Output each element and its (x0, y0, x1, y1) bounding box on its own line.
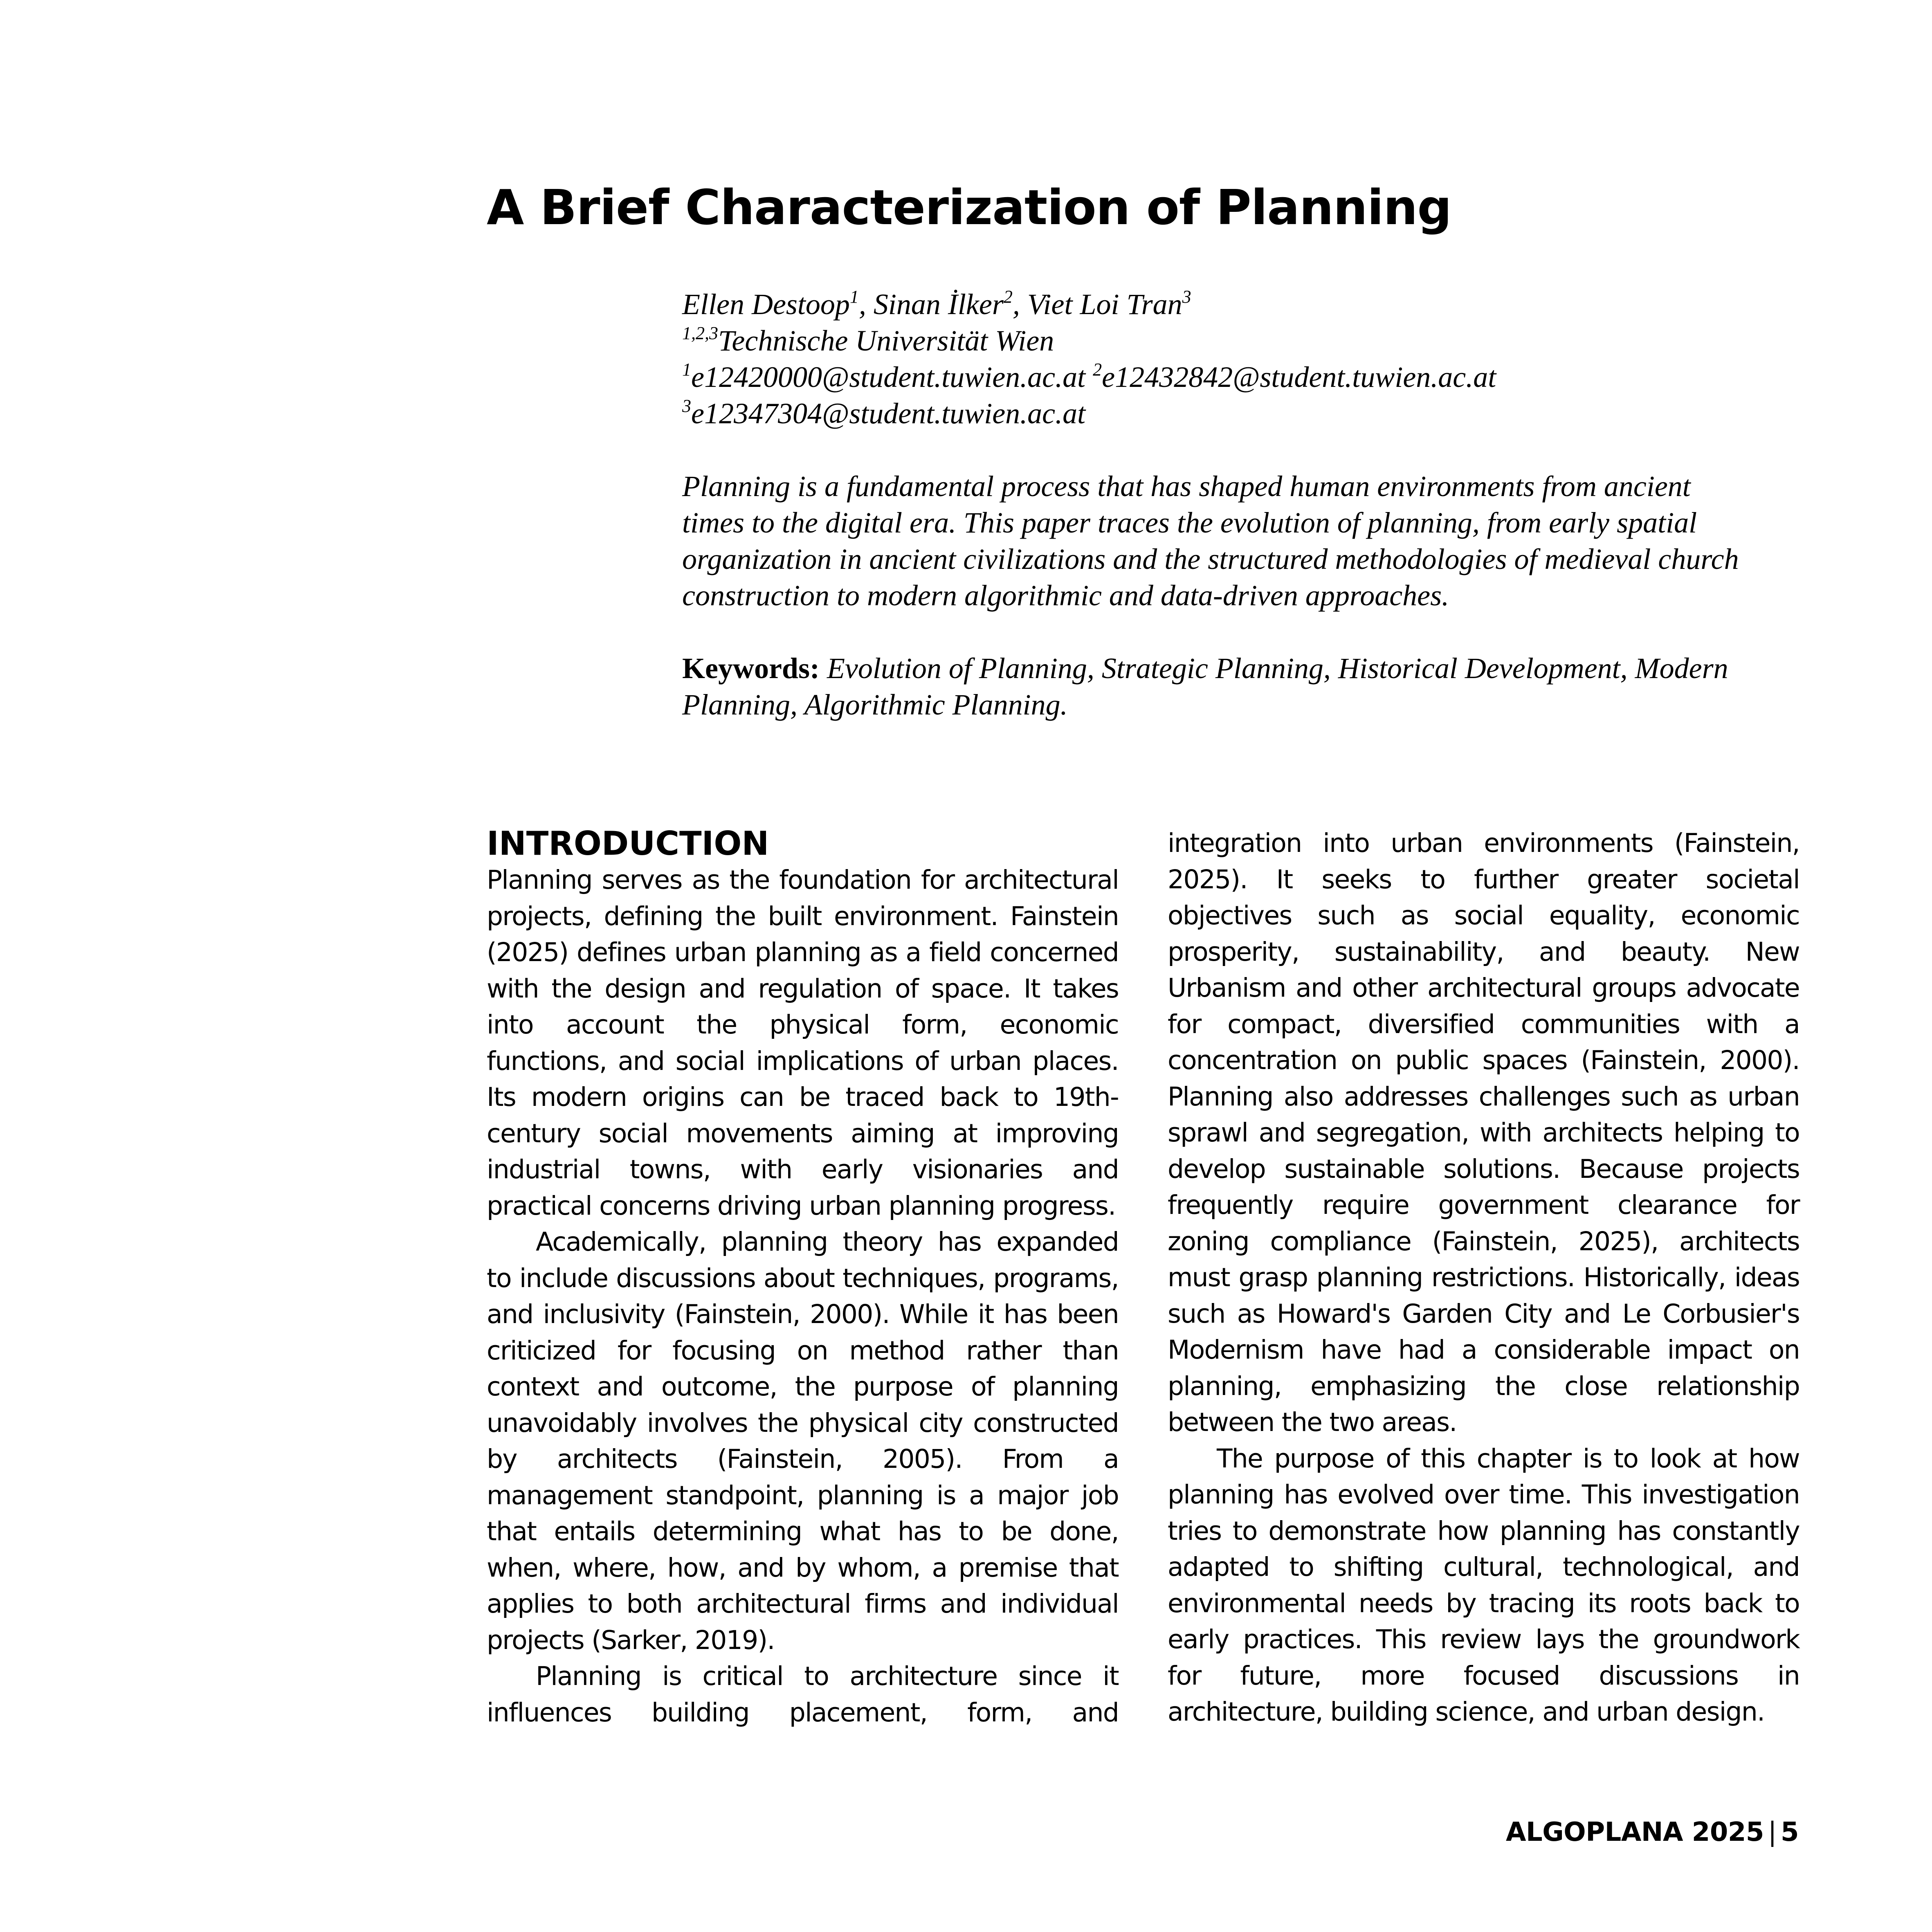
body-paragraph: Planning is critical to architecture since it influences building placement, form, and (487, 1661, 1119, 1728)
abstract (682, 468, 1807, 614)
email-mark: 1 (682, 359, 691, 380)
affiliation-marks: 1,2,3 (682, 323, 718, 343)
right-column (1168, 825, 1799, 1731)
body-paragraph: integration into urban environments (Fainstein, 2025). It seeks to further greater societal objectives such as social equality, economic prosperity, sustainability, and beauty. New Urbanism and other architectural groups advocate for compact, diversified communities with a concentration on public spaces (Fainstein, 2000). Planning also addresses challenges such as urban sprawl and segregation, with architects helping to develop sustainable solutions. Because projects frequently require government clearance for zoning compliance (Fainstein, 2025), architects must grasp planning restrictions. Historically, ideas such as Howard's Garden City and Le Corbusier's Modernism have had a considerable impact on planning, emphasizing the close relationship between the two areas. (1168, 828, 1799, 1437)
body-paragraph: Academically, planning theory has expanded to include discussions about techniques, programs, and inclusivity (Fainstein, 2000). While it has been criticized for focusing on method rather than context and outcome, the purpose of planning unavoidably involves the physical city constructed by architects (Fainstein, 2005). From a management standpoint, planning is a major job that entails determining what has to be done, when, where, how, and by whom, a premise that applies to both architectural firms and individual projects (Sarker, 2019). (487, 1227, 1119, 1655)
abstract-line: construction to modern algorithmic and data-driven approaches. (682, 579, 1449, 612)
footer-separator: | (1768, 1817, 1777, 1847)
body-columns (487, 825, 1799, 1731)
keywords-label: Keywords: (682, 652, 820, 685)
page-footer (1506, 1816, 1799, 1849)
abstract-line: times to the digital era. This paper traces the evolution of planning, from early spatial (682, 506, 1697, 539)
author-line (682, 286, 1807, 323)
email-address: e12347304@student.tuwien.ac.at (691, 397, 1086, 430)
email-mark: 3 (682, 396, 691, 416)
author-name: Ellen Destoop (682, 288, 850, 321)
body-paragraph: Planning serves as the foundation for architectural projects, defining the built environment. Fainstein (2025) defines urban planning as a field concerned with the design and regulation of space. It takes into account the physical form, economic functions, and social implications of urban places. Its modern origins can be traced back to 19th-century social movements aiming at improving industrial towns, with early visionaries and practical concerns driving urban planning progress. (487, 865, 1119, 1221)
email-line (682, 359, 1807, 395)
affiliation-name: Technische Universität Wien (718, 324, 1054, 357)
author-name: Sinan İlker (873, 288, 1004, 321)
author-mark: 1 (849, 287, 859, 307)
email-address: e12432842@student.tuwien.ac.at (1102, 361, 1496, 393)
author-mark: 3 (1182, 287, 1191, 307)
email-address: e12420000@student.tuwien.ac.at (691, 361, 1086, 393)
abstract-line: organization in ancient civilizations and the structured methodologies of medieval church (682, 543, 1739, 575)
front-matter (682, 286, 1807, 723)
email-line (682, 395, 1807, 432)
keywords-line (682, 650, 1807, 687)
author-separator: , (858, 288, 874, 321)
body-paragraph: The purpose of this chapter is to look at how planning has evolved over time. This investigation tries to demonstrate how planning has constantly adapted to shifting cultural, technological, and environmental needs by tracing its roots back to early practices. This review lays the groundwork for future, more focused discussions in architecture, building science, and urban design. (1168, 1443, 1799, 1727)
abstract-line: Planning is a fundamental process that has shaped human environments from ancient (682, 470, 1691, 503)
author-name: Viet Loi Tran (1027, 288, 1182, 321)
section-heading: INTRODUCTION (487, 824, 769, 863)
keywords (682, 650, 1807, 723)
author-separator: , (1012, 288, 1027, 321)
paper-title: A Brief Characterization of Planning (487, 179, 1451, 236)
email-mark: 2 (1093, 359, 1102, 380)
author-mark: 2 (1003, 287, 1013, 307)
keywords-line: Planning, Algorithmic Planning. (682, 688, 1068, 721)
keywords-text: Evolution of Planning, Strategic Planning, Historical Development, Modern (819, 652, 1728, 685)
affiliation-line (682, 323, 1807, 359)
journal-name: ALGOPLANA 2025 (1505, 1817, 1764, 1847)
page-number: 5 (1780, 1817, 1799, 1847)
left-column (487, 825, 1119, 1731)
